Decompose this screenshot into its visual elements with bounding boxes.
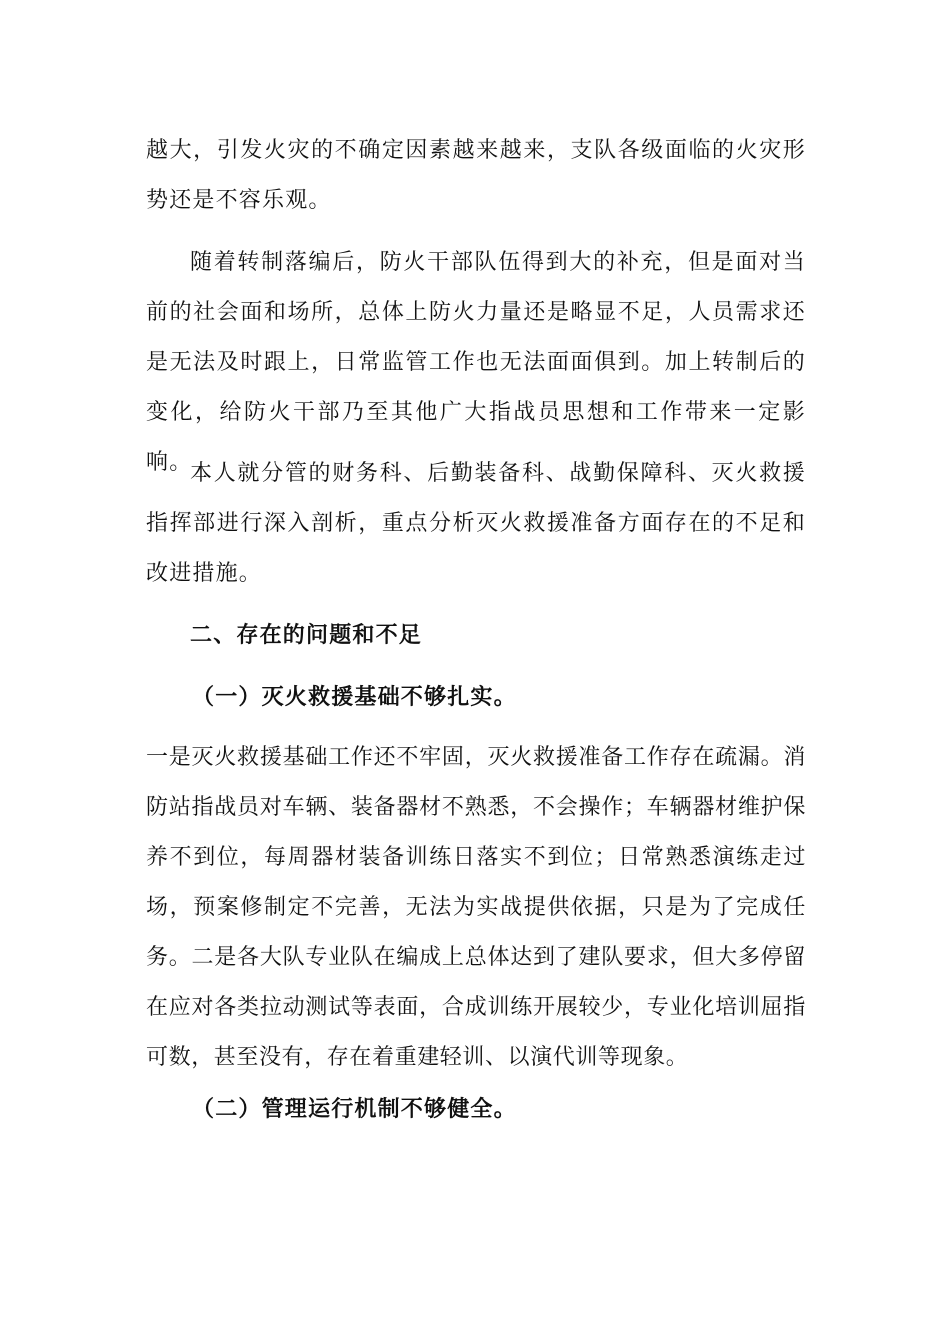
paragraph-self-analysis: 本人就分管的财务科、后勤装备科、战勤保障科、灭火救援指挥部进行深入剖析，重点分析灭火救援准备方面存在的不足和改进措施。 xyxy=(146,461,806,586)
paragraph-fire-prevention-staff: 随着转制落编后，防火干部队伍得到大的补充，但是面对当前的社会面和场所，总体上防火力量还是略显不足，人员需求还是无法及时跟上，日常监管工作也无法面面俱到。加上转制后的变化，给防火干部乃至其他广大指战员思想和工作带来一定影响。 xyxy=(146,250,806,475)
subsection-heading-management-mechanism: （二）管理运行机制不够健全。 xyxy=(192,1096,517,1122)
subsection-heading-rescue-foundation: （一）灭火救援基础不够扎实。 xyxy=(192,684,517,710)
paragraph-fire-situation: 越大，引发火灾的不确定因素越来越来，支队各级面临的火灾形势还是不容乐观。 xyxy=(146,138,806,213)
paragraph-rescue-foundation-details: 一是灭火救援基础工作还不牢固，灭火救援准备工作存在疏漏。消防站指战员对车辆、装备器材不熟悉，不会操作；车辆器材维护保养不到位，每周器材装备训练日落实不到位；日常熟悉演练走过场，预案修制定不完善，无法为实战提供依据，只是为了完成任务。二是各大队专业队在编成上总体达到了建队要求，但大多停留在应对各类拉动测试等表面，合成训练开展较少，专业化培训屈指可数，甚至没有，存在着重建轻训、以演代训等现象。 xyxy=(146,745,806,1070)
section-heading-problems: 二、存在的问题和不足 xyxy=(190,622,423,648)
